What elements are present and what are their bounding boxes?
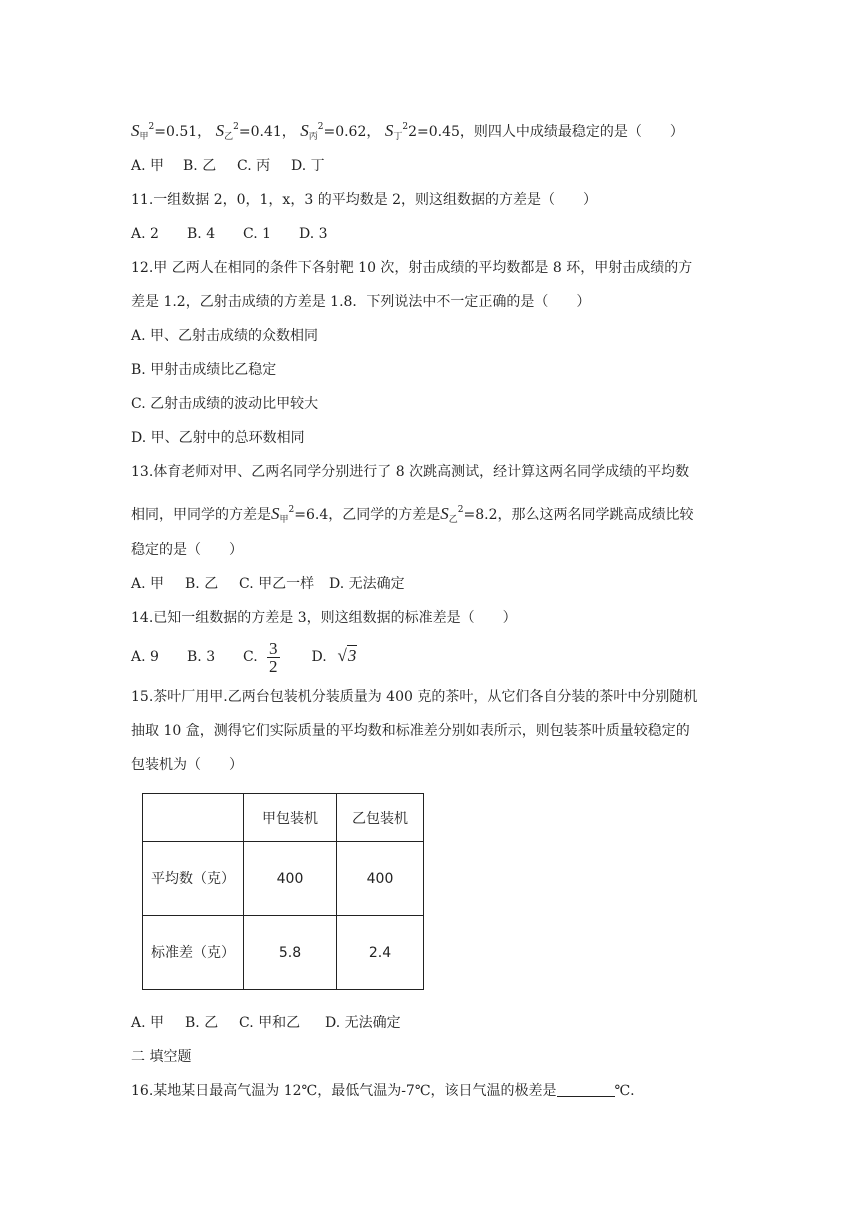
q15-options xyxy=(131,1014,401,1032)
superscript: 2 xyxy=(402,122,409,132)
stem-text: ℃. xyxy=(614,1083,635,1099)
variance-symbol: S xyxy=(384,121,394,140)
data-table xyxy=(142,793,424,990)
option-c: C. 1 xyxy=(243,226,272,242)
radicand: 3 xyxy=(347,646,357,665)
subscript: 丙 xyxy=(308,132,318,142)
q11-stem: 11.一组数据 2，0，1，x，3 的平均数是 2，则这组数据的方差是（ ） xyxy=(131,192,598,208)
q16-stem xyxy=(131,1082,635,1100)
q14-options xyxy=(131,638,357,675)
q12-stem-line2: 差是 1.2，乙射击成绩的方差是 1.8．下列说法中不一定正确的是（ ） xyxy=(131,294,591,310)
option-b: B. 乙 xyxy=(183,158,217,174)
value-text: 2=0.45，则四人中成绩最稳定的是（ ） xyxy=(408,124,684,140)
fraction xyxy=(267,640,280,675)
option-a: A. 9 xyxy=(131,649,159,665)
variance-symbol: S xyxy=(440,504,449,523)
fraction-numerator: 3 xyxy=(269,638,278,658)
table-header-cell: 甲包装机 xyxy=(244,794,337,842)
q10-options xyxy=(131,157,325,175)
table-row-label xyxy=(143,842,244,916)
table-row-label xyxy=(143,916,244,990)
option-b: B. 乙 xyxy=(185,1015,219,1031)
subscript: 乙 xyxy=(448,515,458,525)
variance-symbol: S xyxy=(271,504,280,523)
q15-stem-line3: 包装机为（ ） xyxy=(131,757,243,773)
value-text: =0.41， xyxy=(238,124,296,140)
superscript: 2 xyxy=(288,505,295,515)
q13-stem-line2 xyxy=(131,501,694,529)
stem-text: =6.4，乙同学的方差是 xyxy=(294,507,441,523)
table-header-row xyxy=(143,794,424,842)
q11-options xyxy=(131,225,328,243)
subscript: 丁 xyxy=(393,132,403,142)
option-d: D. 丁 xyxy=(291,158,325,174)
q14-stem: 14.已知一组数据的方差是 3，则这组数据的标准差是（ ） xyxy=(131,610,517,626)
stem-text: 相同，甲同学的方差是 xyxy=(131,507,271,523)
value-text: =0.62， xyxy=(323,124,381,140)
table-header-cell: 乙包装机 xyxy=(337,794,424,842)
table-row xyxy=(143,916,424,990)
fraction-denominator: 2 xyxy=(269,656,278,676)
table-header-cell xyxy=(143,794,244,842)
cell-text: 平均数（克） xyxy=(151,870,235,887)
option-a: A. 甲 xyxy=(131,158,165,174)
table-row xyxy=(143,842,424,916)
stem-text: 16.某地某日最高气温为 12℃，最低气温为-7℃，该日气温的极差是 xyxy=(131,1083,557,1099)
value-text: =0.51， xyxy=(154,124,212,140)
option-a: A. 2 xyxy=(131,226,159,242)
option-c: C. 甲和乙 xyxy=(239,1015,301,1031)
table-cell: 5.8 xyxy=(244,916,337,990)
variance-symbol: S xyxy=(300,121,309,140)
superscript: 2 xyxy=(317,122,324,132)
q10-line xyxy=(131,118,684,146)
q13-stem-line3: 稳定的是（ ） xyxy=(131,542,243,558)
option-c: C. 丙 xyxy=(237,158,271,174)
section-heading: 二 填空题 xyxy=(131,1049,192,1065)
q12-option-a: A. 甲、乙射击成绩的众数相同 xyxy=(131,328,319,344)
q12-option-c: C. 乙射击成绩的波动比甲较大 xyxy=(131,396,319,412)
table-cell: 400 xyxy=(244,842,337,916)
q13-stem-line1: 13.体育老师对甲、乙两名同学分别进行了 8 次跳高测试，经计算这两名同学成绩的平均数 xyxy=(131,464,690,480)
superscript: 2 xyxy=(457,505,464,515)
table-cell: 2.4 xyxy=(337,916,424,990)
option-b: B. 3 xyxy=(187,649,216,665)
q12-stem-line1: 12.甲 乙两人在相同的条件下各射靶 10 次，射击成绩的平均数都是 8 环，甲射击成绩的方 xyxy=(131,260,693,276)
variance-symbol: S xyxy=(131,121,140,140)
stem-text: =8.2，那么这两名同学跳高成绩比较 xyxy=(463,507,694,523)
option-c: C. 甲乙一样 xyxy=(239,576,315,592)
option-a: A. 甲 xyxy=(131,576,165,592)
option-c: C. xyxy=(243,649,258,665)
table-cell: 400 xyxy=(337,842,424,916)
superscript: 2 xyxy=(233,122,239,132)
option-a: A. 甲 xyxy=(131,1015,165,1031)
answer-blank[interactable] xyxy=(557,1082,615,1097)
q12-option-d: D. 甲、乙射中的总环数相同 xyxy=(131,430,305,446)
cell-text: 标准差（克） xyxy=(151,944,235,961)
q13-options xyxy=(131,575,405,593)
q15-stem-line2: 抽取 10 盒，测得它们实际质量的平均数和标准差分别如表所示，则包装茶叶质量较稳定的 xyxy=(131,723,690,739)
sqrt-icon: √ xyxy=(337,646,347,665)
subscript: 乙 xyxy=(224,132,234,142)
option-d: D. 无法确定 xyxy=(325,1015,401,1031)
subscript: 甲 xyxy=(279,515,289,525)
option-b: B. 4 xyxy=(187,226,216,242)
subscript: 甲 xyxy=(139,132,149,142)
variance-symbol: S xyxy=(215,121,225,140)
option-b: B. 乙 xyxy=(185,576,219,592)
option-d: D. 3 xyxy=(299,226,328,242)
option-d: D. 无法确定 xyxy=(329,576,405,592)
q15-stem-line1: 15.茶叶厂用甲.乙两台包装机分装质量为 400 克的茶叶，从它们各自分装的茶叶中分别随机 xyxy=(131,689,698,705)
option-d: D. xyxy=(311,649,327,665)
q12-option-b: B. 甲射击成绩比乙稳定 xyxy=(131,362,277,378)
square-root xyxy=(338,645,358,665)
superscript: 2 xyxy=(148,122,155,132)
